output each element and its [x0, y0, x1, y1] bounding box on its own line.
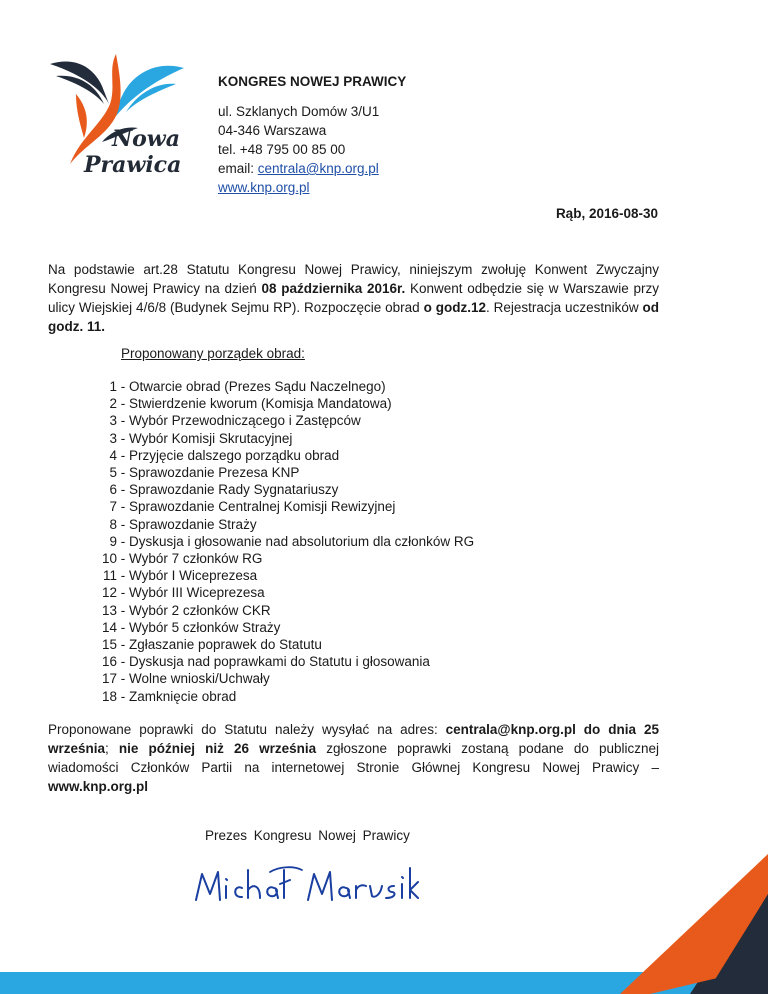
letterhead — [218, 72, 406, 197]
agenda-number: 3 — [109, 430, 117, 446]
agenda-number: 16 — [101, 654, 117, 670]
agenda-text: Wolne wnioski/Uchwały — [129, 671, 270, 687]
intro-date-bold: 08 października 2016r. — [261, 281, 406, 296]
agenda-number: 5 — [109, 465, 117, 481]
agenda-number: 7 — [109, 499, 117, 515]
agenda-text: Stwierdzenie kworum (Komisja Mandatowa) — [129, 396, 392, 412]
agenda-text: Otwarcie obrad (Prezes Sądu Naczelnego) — [129, 379, 386, 394]
agenda-item: 2 - Stwierdzenie kworum (Komisja Mandatowa) — [100, 395, 474, 412]
logo-text-line2: Prawica — [84, 152, 182, 178]
agenda-text: Wybór Komisji Skrutacyjnej — [129, 430, 293, 446]
agenda-item: 8 - Sprawozdanie Straży — [100, 516, 474, 533]
agenda-item: 7 - Sprawozdanie Centralnej Komisji Rewizyjnej — [100, 498, 474, 515]
agenda-number: 9 — [109, 533, 117, 549]
agenda-text: Wybór 7 członków RG — [129, 551, 263, 567]
address-city: 04-346 Warszawa — [218, 123, 327, 138]
agenda-text: Sprawozdanie Straży — [129, 516, 257, 532]
email-line — [218, 159, 406, 178]
agenda-text: Wybór I Wiceprezesa — [129, 568, 258, 584]
agenda-text: Wybór 2 członków CKR — [129, 602, 271, 618]
agenda-item: 16 - Dyskusja nad poprawkami do Statutu i głosowania — [101, 654, 430, 670]
agenda-text: Sprawozdanie Centralnej Komisji Rewizyjnej — [129, 499, 396, 515]
agenda-text: Dyskusja nad poprawkami do Statutu i głosowania — [129, 654, 430, 670]
nowa-prawica-logo — [46, 46, 188, 190]
agenda-item: 11 - Wybór I Wiceprezesa — [100, 567, 474, 584]
agenda-item: 10 - Wybór 7 członków RG — [101, 551, 263, 567]
agenda-text: Wybór 5 członków Straży — [129, 619, 281, 635]
agenda-number: 2 — [109, 396, 117, 412]
closing-text-3: zgłoszone poprawki zostaną podane do publicznej wiadomości Członków Partii na internetowej Stronie Głównej Kongresu Nowej Prawicy – — [48, 741, 659, 775]
closing-website-bold: www.knp.org.pl — [48, 779, 148, 794]
logo-text-line1: Nowa — [112, 126, 180, 152]
agenda-text: Wybór III Wiceprezesa — [129, 585, 265, 601]
agenda-item: 3 - Wybór Komisji Skrutacyjnej — [100, 430, 474, 447]
agenda-number: 17 — [101, 671, 117, 687]
agenda-number: 12 — [101, 585, 117, 601]
intro-text-3: . Rejestracja uczestników — [485, 300, 643, 315]
intro-time-bold: o godz.12 — [423, 300, 486, 315]
agenda-text: Zamknięcie obrad — [129, 688, 237, 704]
agenda-text: Sprawozdanie Prezesa KNP — [129, 465, 300, 481]
agenda-title: Proponowany porządek obrad: — [121, 346, 305, 361]
agenda-number: 4 — [109, 447, 117, 463]
agenda-item: 17 - Wolne wnioski/Uchwały — [101, 671, 270, 687]
agenda-text: Dyskusja i głosowanie nad absolutorium dla członków RG — [129, 533, 475, 549]
intro-text-1: Na podstawie art.28 Statutu Kongresu Nowej Prawicy, niniejszym zwołuję Konwent Zwyczajny Kongresu Nowej Prawicy na dzień — [48, 262, 659, 296]
agenda-number: 18 — [101, 688, 117, 704]
phone: tel. +48 795 00 85 00 — [218, 142, 346, 157]
agenda-item: 12 - Wybór III Wiceprezesa — [101, 585, 265, 601]
agenda-item: 9 - Dyskusja i głosowanie nad absolutorium dla członków RG — [100, 533, 474, 550]
agenda-text: Przyjęcie dalszego porządku obrad — [129, 447, 340, 463]
agenda-item: 5 - Sprawozdanie Prezesa KNP — [100, 464, 474, 481]
closing-paragraph — [48, 720, 659, 796]
intro-text-2: Konwent odbędzie się w Warszawie przy ulicy Wiejskiej 4/6/8 (Budynek Sejmu RP). Rozpoczęcie obrad — [48, 281, 659, 315]
agenda-item: 18 - Zamknięcie obrad — [101, 688, 237, 704]
agenda-number: 10 — [101, 551, 117, 567]
website-link[interactable]: www.knp.org.pl — [218, 180, 310, 195]
agenda-number: 1 — [109, 379, 117, 394]
signer-title: Prezes Kongresu Nowej Prawicy — [205, 828, 410, 843]
agenda-number: 3 — [109, 413, 117, 429]
email-label: email: — [218, 161, 258, 176]
agenda-list — [100, 378, 474, 705]
intro-paragraph — [48, 260, 659, 336]
agenda-item: 3 - Wybór Przewodniczącego i Zastępców — [100, 412, 474, 429]
closing-text-1: Proponowane poprawki do Statutu należy wysyłać na adres: — [48, 722, 446, 737]
address-street: ul. Szklanych Domów 3/U1 — [218, 104, 380, 119]
closing-email-deadline-bold: centrala@knp.org.pl do dnia 25 września — [48, 722, 659, 756]
letter-date: Rąb, 2016-08-30 — [555, 206, 658, 221]
agenda-item: 6 - Sprawozdanie Rady Sygnatariuszy — [100, 481, 474, 498]
agenda-item: 4 - Przyjęcie dalszego porządku obrad — [100, 447, 474, 464]
closing-deadline-bold: nie później niż 26 września — [118, 741, 317, 756]
agenda-item: 13 - Wybór 2 członków CKR — [101, 602, 271, 618]
agenda-text: Wybór Przewodniczącego i Zastępców — [129, 413, 361, 429]
closing-text-2: ; — [105, 741, 119, 756]
email-link[interactable]: centrala@knp.org.pl — [257, 161, 379, 176]
intro-registration-bold: od godz. 11. — [48, 300, 659, 334]
agenda-number: 14 — [101, 619, 117, 635]
agenda-number: 11 — [102, 568, 117, 584]
agenda-item: 14 - Wybór 5 członków Straży — [101, 619, 281, 635]
agenda-number: 6 — [109, 482, 117, 498]
agenda-number: 8 — [109, 516, 117, 532]
org-name: KONGRES NOWEJ PRAWICY — [218, 74, 407, 89]
agenda-item: 15 - Zgłaszanie poprawek do Statutu — [101, 637, 322, 653]
agenda-text: Zgłaszanie poprawek do Statutu — [129, 637, 322, 653]
agenda-number: 13 — [101, 602, 117, 618]
footer-stripes — [0, 854, 768, 994]
agenda-number: 15 — [101, 637, 117, 653]
agenda-text: Sprawozdanie Rady Sygnatariuszy — [129, 482, 339, 498]
agenda-item: 1 - Otwarcie obrad (Prezes Sądu Naczelnego) — [100, 378, 474, 395]
